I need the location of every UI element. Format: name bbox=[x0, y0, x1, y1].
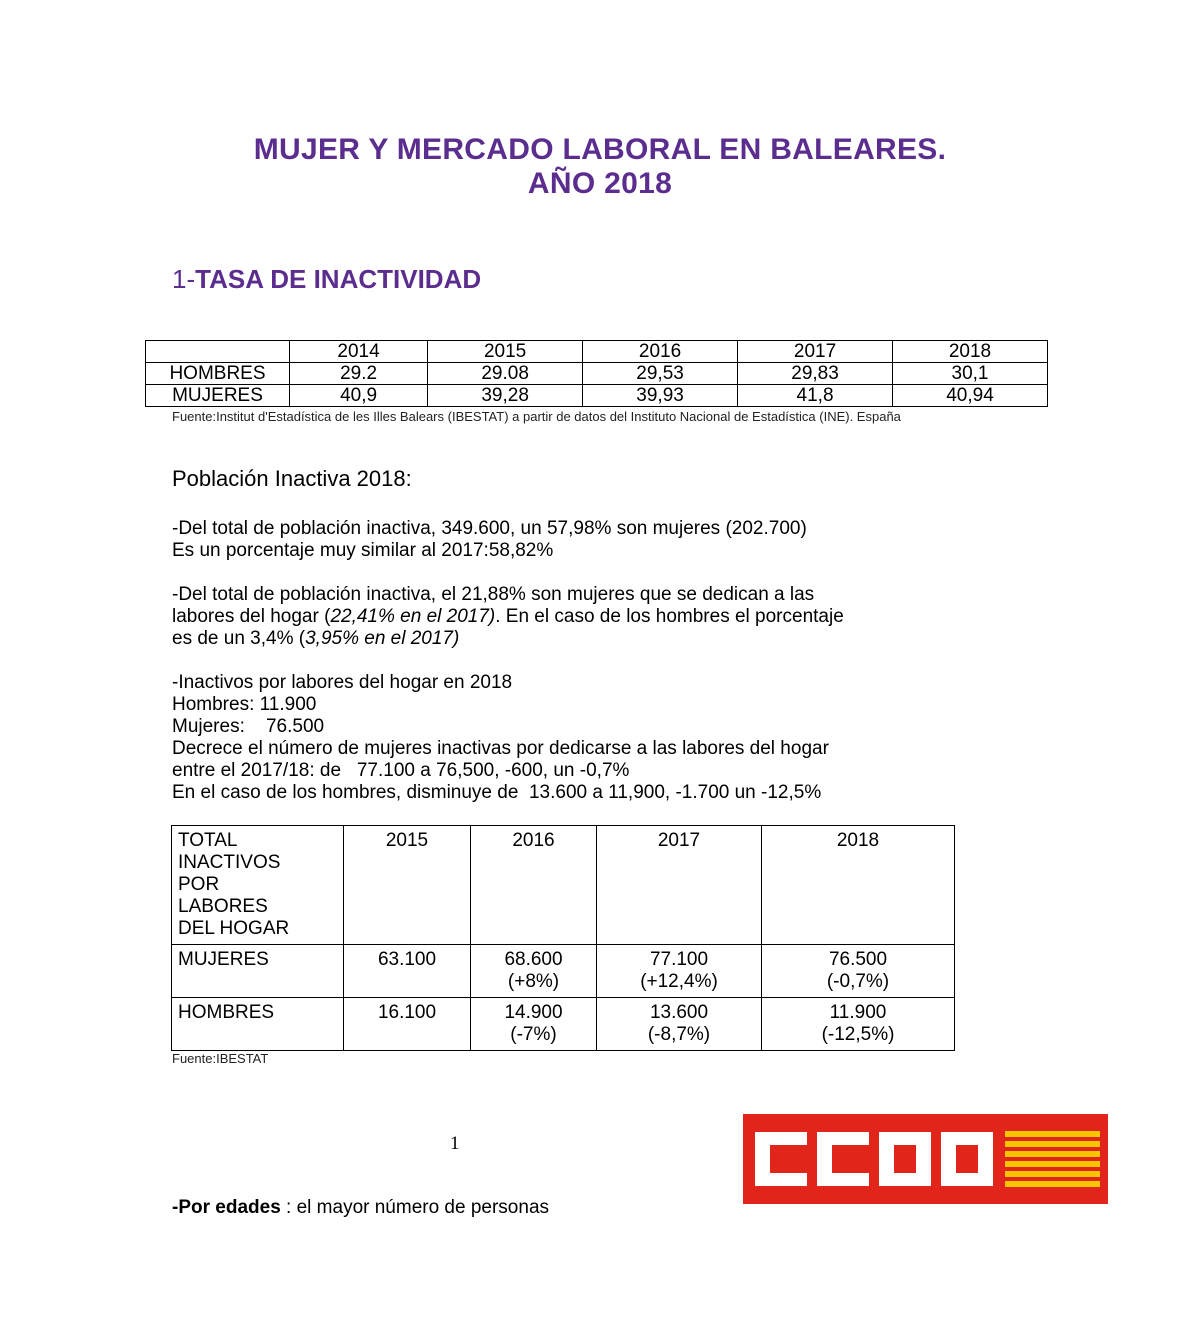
table-cell bbox=[762, 998, 955, 1051]
cell-value: 13.600 bbox=[649, 1002, 709, 1023]
row-label-hombres: HOMBRES bbox=[146, 363, 290, 385]
table-cell bbox=[762, 945, 955, 998]
title-line-1: MUJER Y MERCADO LABORAL EN BALEARES. bbox=[253, 133, 947, 166]
table-row bbox=[172, 945, 955, 998]
cell-value: 14.900 bbox=[504, 1002, 563, 1023]
ccoo-logo-letters bbox=[755, 1132, 995, 1186]
bottom-text-rest: : el mayor número de personas bbox=[280, 1197, 550, 1218]
table-inactivos-hogar bbox=[171, 825, 955, 1051]
table-cell bbox=[471, 945, 597, 998]
year-header: 2017 bbox=[597, 826, 762, 945]
paragraph-line: Mujeres: 76.500 bbox=[172, 716, 325, 737]
table-cell bbox=[471, 998, 597, 1051]
paragraph-line: Es un porcentaje muy similar al 2017:58,82% bbox=[172, 540, 554, 561]
year-header: 2016 bbox=[471, 826, 597, 945]
table-row bbox=[172, 998, 955, 1051]
paragraph-line: Decrece el número de mujeres inactivas por dedicarse a las labores del hogar bbox=[172, 738, 829, 759]
table-row bbox=[146, 363, 1048, 385]
header-label-line: TOTAL bbox=[178, 830, 238, 851]
paragraph-3 bbox=[172, 672, 1052, 804]
year-header: 2016 bbox=[583, 341, 738, 363]
cell-value: 77.100 bbox=[649, 949, 709, 970]
cell-value: 16.100 bbox=[377, 1002, 437, 1023]
poblacion-heading: Población Inactiva 2018: bbox=[172, 466, 412, 491]
table-row bbox=[146, 385, 1048, 407]
cell-value: 63.100 bbox=[377, 949, 437, 970]
paragraph-line: Hombres: 11.900 bbox=[172, 694, 317, 715]
table-cell: 40,9 bbox=[290, 385, 428, 407]
document-title bbox=[0, 133, 1200, 201]
cell-change: (-0,7%) bbox=[826, 971, 890, 992]
title-line-2: AÑO 2018 bbox=[527, 167, 673, 200]
section-heading-inactividad bbox=[172, 264, 481, 295]
row-label-mujeres: MUJERES bbox=[172, 945, 344, 998]
bottom-text bbox=[172, 1197, 549, 1219]
cell-value: 68.600 bbox=[504, 949, 563, 970]
table-header-label bbox=[172, 826, 344, 945]
cell-change: (-12,5%) bbox=[821, 1024, 895, 1045]
year-header: 2018 bbox=[893, 341, 1048, 363]
paragraph-line bbox=[172, 606, 1052, 628]
header-label-line: LABORES bbox=[178, 896, 268, 917]
paragraph-1 bbox=[172, 518, 1052, 562]
table-cell: 39,93 bbox=[583, 385, 738, 407]
table-cell: 29.08 bbox=[428, 363, 583, 385]
paragraph-line: -Del total de población inactiva, 349.600, un 57,98% son mujeres (202.700) bbox=[172, 518, 807, 539]
cell-change: (+8%) bbox=[507, 971, 560, 992]
bottom-text-bold: -Por edades bbox=[172, 1197, 281, 1218]
italic-segment: 22,41% en el 2017) bbox=[330, 606, 496, 627]
paragraph-line: -Del total de población inactiva, el 21,88% son mujeres que se dedican a las bbox=[172, 584, 815, 605]
row-label-hombres: HOMBRES bbox=[172, 998, 344, 1051]
table-cell bbox=[344, 945, 471, 998]
row-label-mujeres: MUJERES bbox=[146, 385, 290, 407]
table-cell: 29,83 bbox=[738, 363, 893, 385]
table-cell: 41,8 bbox=[738, 385, 893, 407]
paragraph-line: -Inactivos por labores del hogar en 2018 bbox=[172, 672, 513, 693]
table-header-row bbox=[146, 341, 1048, 363]
section-number: 1- bbox=[172, 264, 196, 294]
section-title: TASA DE INACTIVIDAD bbox=[195, 264, 482, 294]
cell-value: 11.900 bbox=[829, 1002, 887, 1023]
text-segment: es de un 3,4% ( bbox=[172, 628, 306, 649]
header-label-line: POR bbox=[178, 874, 220, 895]
table-source-note: Fuente:IBESTAT bbox=[172, 1051, 269, 1066]
year-header: 2018 bbox=[762, 826, 955, 945]
table-corner-cell bbox=[146, 341, 290, 363]
year-header: 2014 bbox=[290, 341, 428, 363]
cell-change: (+12,4%) bbox=[640, 971, 718, 992]
table-cell: 29,53 bbox=[583, 363, 738, 385]
paragraph-line: entre el 2017/18: de 77.100 a 76,500, -600, un -0,7% bbox=[172, 760, 630, 781]
table-cell: 39,28 bbox=[428, 385, 583, 407]
paragraph-2 bbox=[172, 584, 1052, 650]
table-cell bbox=[597, 945, 762, 998]
table-header-row bbox=[172, 826, 955, 945]
paragraph-line: En el caso de los hombres, disminuye de 13.600 a 11,900, -1.700 un -12,5% bbox=[172, 782, 822, 803]
year-header: 2017 bbox=[738, 341, 893, 363]
table-cell: 29.2 bbox=[290, 363, 428, 385]
text-segment: labores del hogar ( bbox=[172, 606, 331, 627]
year-header: 2015 bbox=[428, 341, 583, 363]
ccoo-logo-stripes bbox=[1005, 1131, 1100, 1187]
header-label-line: INACTIVOS bbox=[178, 852, 281, 873]
table-tasa-inactividad bbox=[145, 340, 1048, 407]
year-header: 2015 bbox=[344, 826, 471, 945]
text-segment: . En el caso de los hombres el porcentaje bbox=[495, 606, 844, 627]
header-label-line: DEL HOGAR bbox=[178, 918, 290, 939]
cell-change: (-8,7%) bbox=[647, 1024, 711, 1045]
italic-segment: 3,95% en el 2017) bbox=[305, 628, 460, 649]
ccoo-logo bbox=[743, 1114, 1108, 1204]
table-cell: 30,1 bbox=[893, 363, 1048, 385]
table-source-note: Fuente:Institut d'Estadística de les Illes Balears (IBESTAT) a partir de datos del Instituto Nacional de Estadística (INE). España bbox=[172, 409, 901, 424]
table-cell: 40,94 bbox=[893, 385, 1048, 407]
table-cell bbox=[344, 998, 471, 1051]
paragraph-line bbox=[172, 628, 1052, 650]
cell-value: 76.500 bbox=[828, 949, 888, 970]
cell-change: (-7%) bbox=[510, 1024, 557, 1045]
page-number: 1 bbox=[450, 1133, 460, 1154]
table-cell bbox=[597, 998, 762, 1051]
